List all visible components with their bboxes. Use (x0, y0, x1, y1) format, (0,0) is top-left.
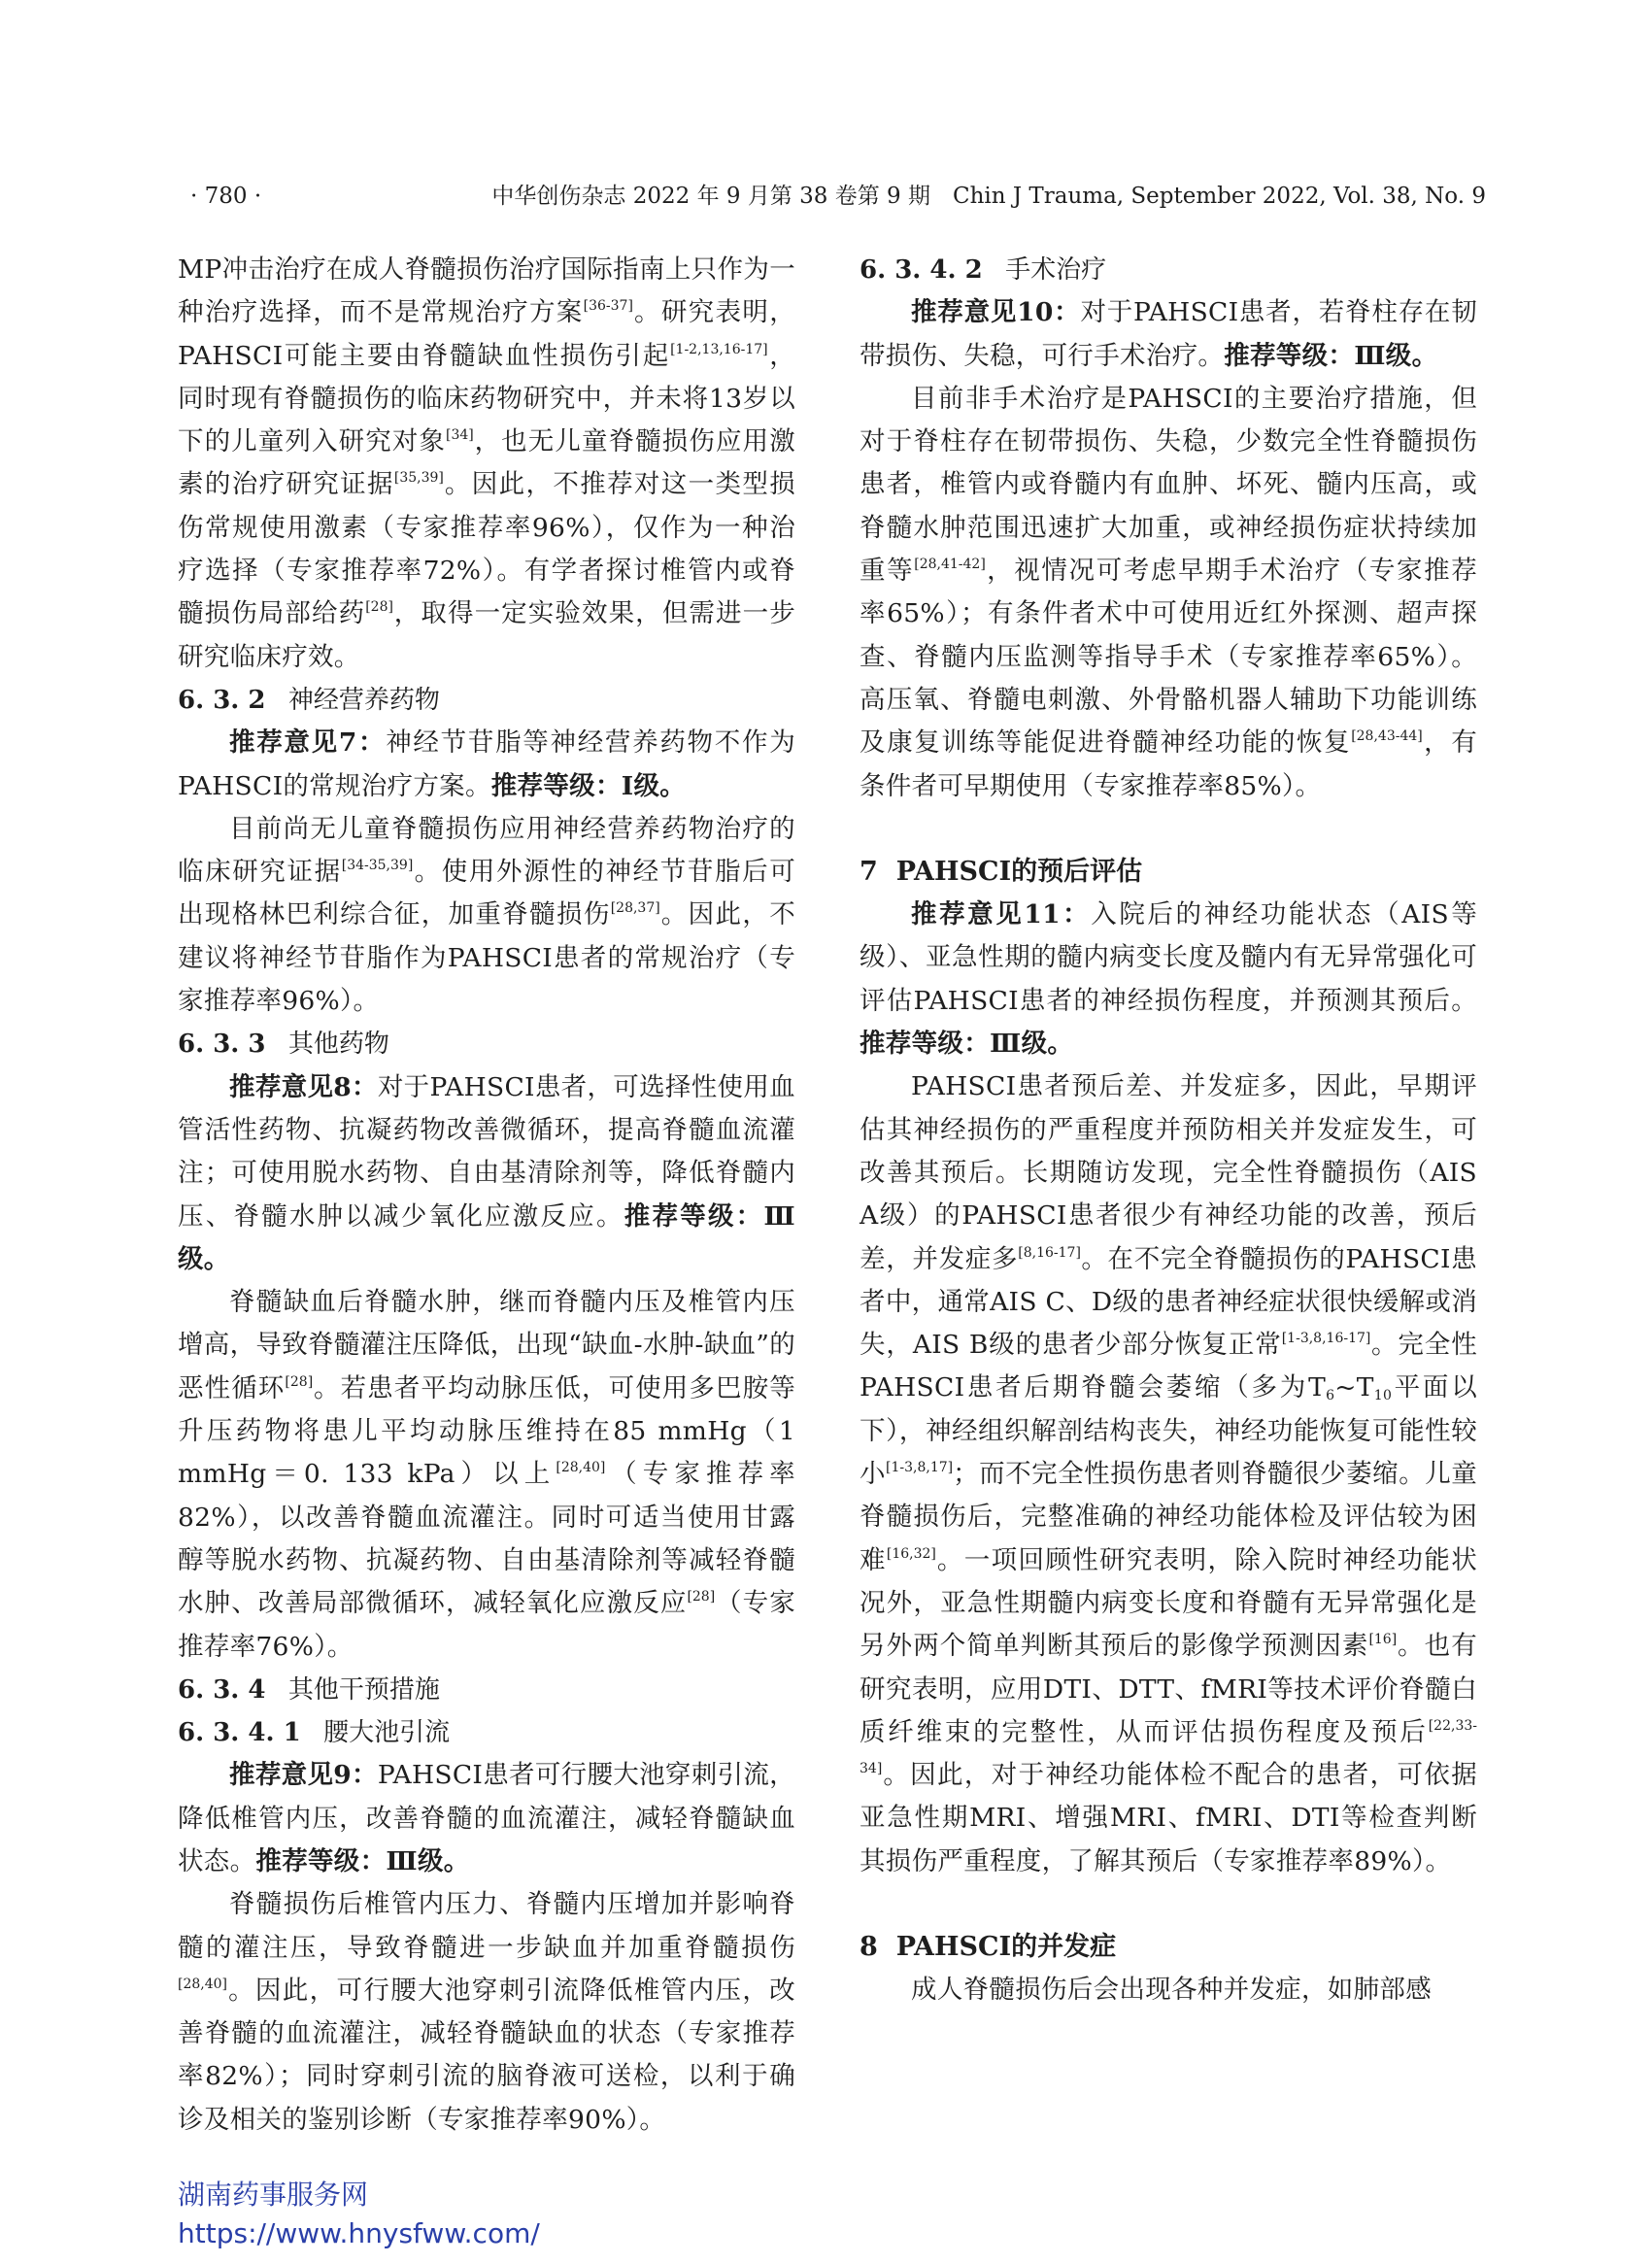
site-url[interactable]: https://www.hnysfww.com/ (178, 2217, 540, 2249)
section-heading-8: 8 PAHSCI的并发症 (860, 1931, 1117, 1962)
section-heading-7: 7 PAHSCI的预后评估 (860, 856, 1143, 887)
recommendation-7: 推荐意见7：神经节苷脂等神经营养药物不作为PAHSCI的常规治疗方案。推荐等级：Ⅰ级。 (178, 727, 795, 801)
paragraph: 目前尚无儿童脊髓损伤应用神经营养药物治疗的临床研究证据[34-35,39]。使用外源性的神经节苷脂后可出现格林巴利综合征，加重脊髓损伤[28,37]。因此，不建议将神经节苷脂作为PAHSCI患者的常规治疗（专家推荐率96%）。 (178, 813, 795, 1017)
section-heading-6-3-4: 6. 3. 4 其他干预措施 (178, 1674, 440, 1705)
section-heading-6-3-4-1: 6. 3. 4. 1 腰大池引流 (178, 1718, 451, 1748)
paragraph: 脊髓缺血后脊髓水肿，继而脊髓内压及椎管内压增高，导致脊髓灌注压降低，出现“缺血-水肿-缺血”的恶性循环[28]。若患者平均动脉压低，可使用多巴胺等升压药物将患儿平均动脉压维持在85 mmHg（1 mmHg＝0. 133 kPa）以上[28,40]（专家推荐率82%），以改善脊髓血流灌注。同时可适当使用甘露醇等脱水药物、抗凝药物、自由基清除剂等减轻脊髓水肿、改善局部微循环，减轻氧化应激反应[28]（专家推荐率76%）。 (178, 1287, 796, 1662)
section-heading-6-3-2: 6. 3. 2 神经营养药物 (178, 685, 440, 715)
site-name[interactable]: 湖南药事服务网 (178, 2179, 369, 2211)
page-number: · 780 · (190, 184, 262, 209)
recommendation-10: 推荐意见10：对于PAHSCI患者，若脊柱存在韧带损伤、失稳，可行手术治疗。推荐等级：Ⅲ级。 (860, 297, 1477, 371)
journal-citation: 中华创伤杂志 2022 年 9 月第 38 卷第 9 期 Chin J Trauma, September 2022, Vol. 38, No. 9 (491, 184, 1486, 209)
section-heading-6-3-3: 6. 3. 3 其他药物 (178, 1030, 389, 1060)
running-header (190, 177, 1486, 216)
recommendation-11: 推荐意见11：入院后的神经功能状态（AIS等级）、亚急性期的髓内病变长度及髓内有无异常强化可评估PAHSCI患者的神经损伤程度，并预测其预后。推荐等级：Ⅲ级。 (860, 899, 1477, 1060)
paragraph: 目前非手术治疗是PAHSCI的主要治疗措施，但对于脊柱存在韧带损伤、失稳，少数完全性脊髓损伤患者，椎管内或脊髓内有血肿、坏死、髓内压高，或脊髓水肿范围迅速扩大加重，或神经损伤症状持续加重等[28,41-42]，视情况可考虑早期手术治疗（专家推荐率65%）；有条件者术中可使用近红外探测、超声探查、脊髓内压监测等指导手术（专家推荐率65%）。高压氧、脊髓电刺激、外骨骼机器人辅助下功能训练及康复训练等能促进脊髓神经功能的恢复[28,43-44]，有条件者可早期使用（专家推荐率85%）。 (860, 383, 1477, 801)
paragraph: MP冲击治疗在成人脊髓损伤治疗国际指南上只作为一种治疗选择，而不是常规治疗方案[36-37]。研究表明，PAHSCI可能主要由脊髓缺血性损伤引起[1-2,13,16-17]，同时现有脊髓损伤的临床药物研究中，并未将13岁以下的儿童列入研究对象[34]，也无儿童脊髓损伤应用激素的治疗研究证据[35,39]。因此，不推荐对这一类型损伤常规使用激素（专家推荐率96%），仅作为一种治疗选择（专家推荐率72%）。有学者探讨椎管内或脊髓损伤局部给药[28]，取得一定实验效果，但需进一步研究临床疗效。 (178, 254, 796, 672)
paragraph: 成人脊髓损伤后会出现各种并发症，如肺部感 (911, 1975, 1432, 2006)
paragraph: PAHSCI患者预后差、并发症多，因此，早期评估其神经损伤的严重程度并预防相关并发症发生，可改善其预后。长期随访发现，完全性脊髓损伤（AIS A级）的PAHSCI患者很少有神经功能的改善，预后差，并发症多[8,16-17]。在不完全脊髓损伤的PAHSCI患者中，通常AIS C、D级的患者神经症状很快缓解或消失，AIS B级的患者少部分恢复正常[1-3,8,16-17]。完全性PAHSCI患者后期脊髓会萎缩（多为$T_6\sim T_{10}$平面以下），神经组织解剖结构丧失，神经功能恢复可能性较小[1-3,8,17]；而不完全性损伤患者则脊髓很少萎缩。儿童脊髓损伤后，完整准确的神经功能体检及评估较为困难[16,32]。一项回顾性研究表明，除入院时神经功能状况外，亚急性期髓内病变长度和脊髓有无异常强化是另外两个简单判断其预后的影像学预测因素[16]。也有研究表明，应用DTI、DTT、fMRI等技术评价脊髓白质纤维束的完整性，从而评估损伤程度及预后[22,33-34]。因此，对于神经功能体检不配合的患者，可依据亚急性期MRI、增强MRI、fMRI、DTI等检查判断其损伤严重程度，了解其预后（专家推荐率89%）。 (860, 1071, 1478, 1876)
paragraph: 脊髓损伤后椎管内压力、脊髓内压增加并影响脊髓的灌注压，导致脊髓进一步缺血并加重脊髓损伤[28,40]。因此，可行腰大池穿刺引流降低椎管内压，改善脊髓的血流灌注，减轻脊髓缺血的状态（专家推荐率82%）；同时穿刺引流的脑脊液可送检，以利于确诊及相关的鉴别诊断（专家推荐率90%）。 (178, 1889, 795, 2135)
recommendation-8: 推荐意见8：对于PAHSCI患者，可选择性使用血管活性药物、抗凝药物改善微循环，提高脊髓血流灌注；可使用脱水药物、自由基清除剂等，降低脊髓内压、脊髓水肿以减少氧化应激反应。推荐等级：Ⅲ级。 (178, 1071, 795, 1274)
recommendation-9: 推荐意见9：PAHSCI患者可行腰大池穿刺引流，降低椎管内压，改善脊髓的血流灌注，减轻脊髓缺血状态。推荐等级：Ⅲ级。 (178, 1760, 795, 1876)
left-column (178, 249, 795, 2142)
right-column (860, 249, 1477, 2012)
section-heading-6-3-4-2: 6. 3. 4. 2 手术治疗 (860, 255, 1107, 285)
watermark-link[interactable] (178, 2176, 540, 2253)
